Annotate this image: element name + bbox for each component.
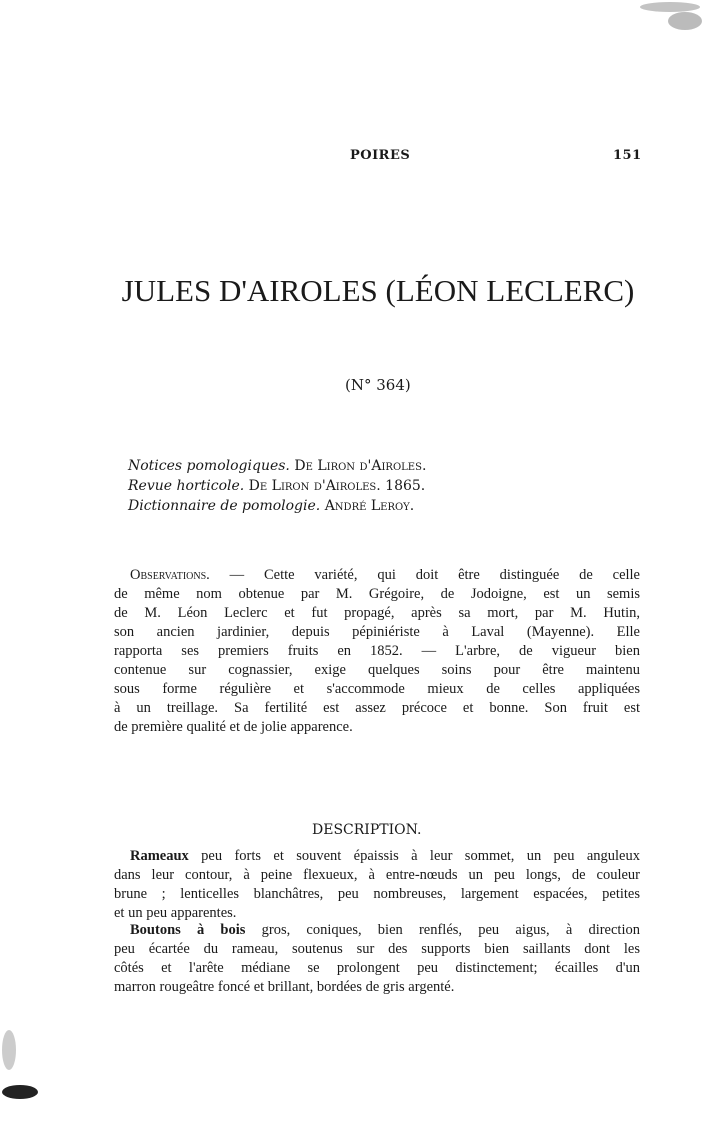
variety-number: (N° 364) — [345, 376, 411, 394]
text-line — [114, 662, 640, 679]
line-text: brune ; lenticelles blanchâtres, peu nombreuses, largement espacées, petites — [114, 886, 640, 902]
reference-work: Revue horticole. — [128, 478, 245, 494]
paragraph-label: Rameaux — [130, 848, 189, 864]
text-line — [114, 960, 640, 977]
line-text: sous forme régulière et s'accommode mieux de celles appliquées — [114, 681, 640, 697]
text-line — [114, 941, 640, 958]
text-line — [114, 719, 640, 736]
reference — [128, 458, 426, 474]
line-text: côtés et l'arête médiane se prolongent peu distinctement; écailles d'un — [114, 960, 640, 976]
scan-speck — [640, 2, 700, 12]
paragraph-label: Boutons à bois — [130, 922, 246, 938]
line-text: peu forts et souvent épaissis à leur sommet, un peu anguleux — [201, 848, 640, 864]
line-text: son ancien jardinier, depuis pépiniériste à Laval (Mayenne). Elle — [114, 624, 640, 640]
paragraph-label: Observations. — [130, 567, 210, 583]
page-title: JULES D'AIROLES (LÉON LECLERC) — [121, 273, 635, 308]
reference-author: De Liron d'Airoles. — [294, 458, 427, 474]
line-text: marron rougeâtre foncé et brillant, bordées de gris argenté. — [114, 979, 455, 995]
line-text: rapporta ses premiers fruits en 1852. — L'arbre, de vigueur bien — [114, 643, 640, 659]
text-line — [114, 979, 640, 996]
line-text: à un treillage. Sa fertilité est assez précoce et bonne. Son fruit est — [114, 700, 640, 716]
reference-work: Dictionnaire de pomologie. — [128, 498, 321, 514]
text-line — [114, 643, 640, 660]
description-heading: DESCRIPTION. — [312, 822, 422, 838]
line-text: dans leur contour, à peine flexueux, à entre-nœuds un peu longs, de couleur — [114, 867, 640, 883]
text-line — [114, 586, 640, 603]
text-line — [114, 605, 640, 622]
line-text: — Cette variété, qui doit être distinguée de celle — [229, 567, 640, 583]
text-line — [114, 681, 640, 698]
text-line — [114, 867, 640, 884]
line-text: et un peu apparentes. — [114, 905, 237, 921]
line-text: gros, coniques, bien renflés, peu aigus, à direction — [261, 922, 640, 938]
text-line — [114, 700, 640, 717]
line-text: contenue sur cognassier, exige quelques soins pour être maintenu — [114, 662, 640, 678]
line-text: de M. Léon Leclerc et fut propagé, après sa mort, par M. Hutin, — [114, 605, 640, 621]
text-line — [130, 922, 640, 939]
reference — [128, 498, 414, 514]
page-number: 151 — [613, 148, 642, 163]
text-line — [114, 886, 640, 903]
scan-speck — [2, 1030, 16, 1070]
line-text: de même nom obtenue par M. Grégoire, de Jodoigne, est un semis — [114, 586, 640, 602]
scan-speck — [2, 1085, 38, 1099]
reference-author: André Leroy. — [324, 498, 415, 514]
text-line — [114, 624, 640, 641]
scan-speck — [668, 12, 702, 30]
reference-work: Notices pomologiques. — [128, 458, 290, 474]
line-text: peu écartée du rameau, soutenus sur des supports bien saillants dont les — [114, 941, 640, 957]
running-header: POIRES — [350, 148, 411, 163]
reference-author: De Liron d'Airoles. 1865. — [248, 478, 426, 494]
text-line — [130, 848, 640, 865]
text-line — [130, 567, 640, 584]
line-text: de première qualité et de jolie apparence. — [114, 719, 353, 735]
text-line — [114, 905, 640, 922]
reference — [128, 478, 425, 494]
